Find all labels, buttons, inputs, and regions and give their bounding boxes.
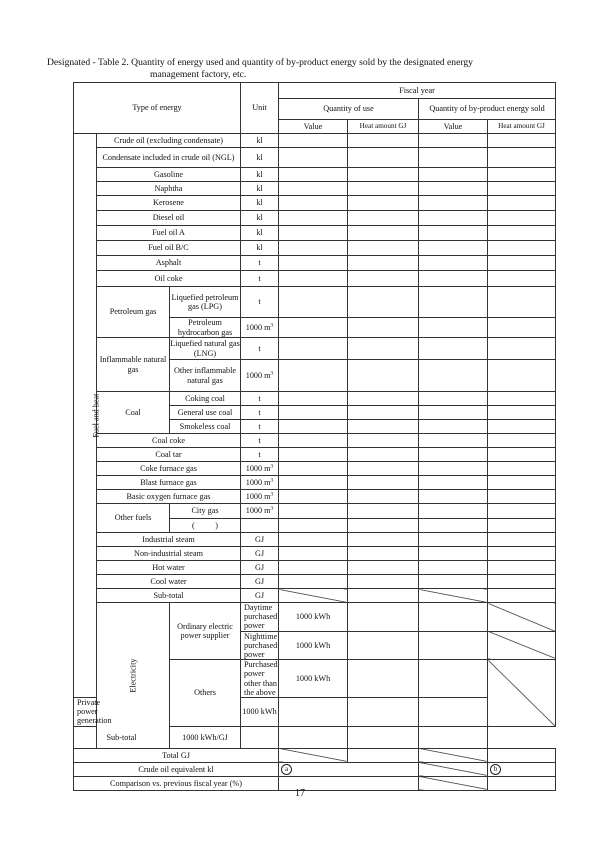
cell xyxy=(279,561,348,575)
cell xyxy=(419,134,488,148)
cell xyxy=(488,196,556,211)
row-daytime-unit: 1000 kWh xyxy=(279,603,348,632)
cell xyxy=(488,561,556,575)
cubic-superscript: 3 xyxy=(270,491,274,498)
row-diesel-label: Diesel oil xyxy=(97,211,241,226)
cell xyxy=(279,448,348,462)
cubic-superscript: 3 xyxy=(270,322,274,329)
cell xyxy=(488,448,556,462)
cell xyxy=(488,547,556,561)
cell xyxy=(419,168,488,182)
cell xyxy=(348,196,419,211)
row-nighttime-unit: 1000 kWh xyxy=(279,631,348,660)
cell xyxy=(279,134,348,148)
cubic-superscript: 3 xyxy=(270,477,274,484)
cell xyxy=(488,338,556,360)
group-inflammable-natural-gas: Inflammable natural gas xyxy=(97,338,170,392)
cell xyxy=(419,182,488,196)
row-general-coal-unit: t xyxy=(241,406,279,420)
cell xyxy=(488,211,556,226)
cell xyxy=(419,726,488,748)
cell xyxy=(348,134,419,148)
row-lng-unit: t xyxy=(241,338,279,360)
header-unit: Unit xyxy=(241,83,279,134)
cell xyxy=(348,434,419,448)
cell xyxy=(279,533,348,547)
cell xyxy=(488,241,556,256)
row-basic-oxygen-label: Basic oxygen furnace gas xyxy=(97,490,241,504)
cell xyxy=(419,462,488,476)
table-caption xyxy=(47,57,559,81)
row-subtotal-elec-unit: 1000 kWh/GJ xyxy=(170,726,241,748)
cell xyxy=(279,476,348,490)
cell xyxy=(419,196,488,211)
group-ordinary-electric: Ordinary electric power supplier xyxy=(170,603,241,660)
cell xyxy=(488,287,556,318)
row-lpg-label: Liquefied petroleum gas (LPG) xyxy=(170,287,241,318)
cell xyxy=(419,631,488,660)
cell xyxy=(488,589,556,603)
cell xyxy=(419,360,488,392)
row-hot-water-unit: GJ xyxy=(241,561,279,575)
cell xyxy=(241,726,279,748)
row-cool-water-label: Cool water xyxy=(97,575,241,589)
cell xyxy=(279,271,348,287)
cell xyxy=(348,392,419,406)
cell xyxy=(488,392,556,406)
diagonal-cell xyxy=(419,762,488,776)
row-coal-coke-unit: t xyxy=(241,434,279,448)
cell xyxy=(419,533,488,547)
row-private-power-unit: 1000 kWh xyxy=(241,698,279,727)
cell xyxy=(279,519,348,533)
cell xyxy=(419,148,488,168)
row-nonindustrial-steam-unit: GJ xyxy=(241,547,279,561)
cell xyxy=(419,698,488,727)
row-petro-hydro-unit-cell xyxy=(241,318,279,338)
cell xyxy=(419,575,488,589)
cell xyxy=(419,241,488,256)
row-other-infl-unit: 1000 m xyxy=(245,370,271,380)
cell xyxy=(348,698,419,727)
caption-line-1: Designated - Table 2. Quantity of energy used and quantity of by-product energy sold by the designated energy xyxy=(47,57,473,68)
row-hot-water-label: Hot water xyxy=(97,561,241,575)
row-naphtha-label: Naphtha xyxy=(97,182,241,196)
cell xyxy=(279,698,348,727)
row-other-infl-label: Other inflammable natural gas xyxy=(170,360,241,392)
cell xyxy=(488,476,556,490)
cell xyxy=(488,318,556,338)
cell xyxy=(279,406,348,420)
cell xyxy=(348,226,419,241)
row-crude-oil-label: Crude oil (excluding condensate) xyxy=(97,134,241,148)
cell xyxy=(348,631,419,660)
row-petro-hydro-label: Petroleum hydrocarbon gas xyxy=(170,318,241,338)
cell xyxy=(279,360,348,392)
cell xyxy=(419,504,488,519)
header-heat-use: Heat amount GJ xyxy=(348,120,419,134)
cell xyxy=(348,462,419,476)
cell xyxy=(488,420,556,434)
row-coal-tar-label: Coal tar xyxy=(97,448,241,462)
cell xyxy=(419,434,488,448)
cell xyxy=(279,241,348,256)
header-byproduct: Quantity of by-product energy sold xyxy=(419,99,556,120)
cell xyxy=(419,448,488,462)
row-industrial-steam-label: Industrial steam xyxy=(97,533,241,547)
cell xyxy=(348,338,419,360)
row-gasoline-unit: kl xyxy=(241,168,279,182)
electricity-label: Electricity xyxy=(128,658,138,693)
row-asphalt-label: Asphalt xyxy=(97,256,241,271)
cell xyxy=(488,182,556,196)
cell xyxy=(279,392,348,406)
row-industrial-steam-unit: GJ xyxy=(241,533,279,547)
cell xyxy=(348,168,419,182)
diagonal-cell xyxy=(279,589,348,603)
row-daytime-label: Daytime purchased power xyxy=(241,603,279,632)
row-coal-coke-label: Coal coke xyxy=(97,434,241,448)
energy-table xyxy=(73,82,556,791)
cubic-superscript: 3 xyxy=(270,463,274,470)
cell xyxy=(348,519,419,533)
cell xyxy=(279,318,348,338)
row-nonindustrial-steam-label: Non-industrial steam xyxy=(97,547,241,561)
cell xyxy=(488,168,556,182)
row-condensate-label: Condensate included in crude oil (NGL) xyxy=(97,148,241,168)
row-coal-tar-unit: t xyxy=(241,448,279,462)
row-coking-coal-label: Coking coal xyxy=(170,392,241,406)
header-type-of-energy: Type of energy xyxy=(74,83,241,134)
cell xyxy=(241,519,279,533)
diagonal-cell xyxy=(279,748,348,762)
cell xyxy=(348,547,419,561)
cell xyxy=(419,287,488,318)
group-fuel-and-heat xyxy=(74,134,101,698)
row-purchased-other-unit: 1000 kWh xyxy=(279,660,348,698)
cell xyxy=(279,420,348,434)
row-fuel-oil-a-unit: kl xyxy=(241,226,279,241)
crude-equiv-sold-cell xyxy=(488,762,556,776)
row-fuel-oil-bc-unit: kl xyxy=(241,241,279,256)
cell xyxy=(488,748,556,762)
cell xyxy=(348,490,419,504)
group-petroleum-gas: Petroleum gas xyxy=(97,287,170,338)
cell xyxy=(419,226,488,241)
row-basic-oxygen-unit-cell xyxy=(241,490,279,504)
cell xyxy=(488,148,556,168)
row-crude-equiv-label: Crude oil equivalent kl xyxy=(74,762,279,776)
cell xyxy=(279,462,348,476)
cell xyxy=(279,196,348,211)
row-city-gas-unit: 1000 m xyxy=(245,506,271,516)
cell xyxy=(488,256,556,271)
cell xyxy=(488,360,556,392)
cell xyxy=(488,134,556,148)
cell xyxy=(279,256,348,271)
group-others: Others xyxy=(170,660,241,726)
cell xyxy=(348,561,419,575)
group-coal: Coal xyxy=(97,392,170,434)
diagonal-cell xyxy=(419,748,488,762)
row-blast-furnace-unit: 1000 m xyxy=(245,477,271,487)
cell xyxy=(419,420,488,434)
row-city-gas-label: City gas xyxy=(170,504,241,519)
cell xyxy=(419,211,488,226)
cell xyxy=(488,271,556,287)
cell xyxy=(488,519,556,533)
cell xyxy=(488,434,556,448)
cell xyxy=(348,271,419,287)
fuel-and-heat-label: Fuel and heat xyxy=(91,393,101,438)
cell xyxy=(348,182,419,196)
row-blast-furnace-label: Blast furnace gas xyxy=(97,476,241,490)
row-subtotal-elec-label: Sub-total xyxy=(74,726,170,748)
cell xyxy=(488,226,556,241)
cell xyxy=(348,660,419,698)
cell xyxy=(419,318,488,338)
cubic-superscript: 3 xyxy=(270,505,274,512)
cell xyxy=(488,406,556,420)
cell xyxy=(419,519,488,533)
row-coke-furnace-unit: 1000 m xyxy=(245,463,271,473)
row-coke-furnace-label: Coke furnace gas xyxy=(97,462,241,476)
row-naphtha-unit: kl xyxy=(241,182,279,196)
row-fuel-oil-bc-label: Fuel oil B/C xyxy=(97,241,241,256)
cell xyxy=(279,490,348,504)
cell xyxy=(348,476,419,490)
row-subtotal-fuel-unit: GJ xyxy=(241,589,279,603)
circled-b-marker: b xyxy=(490,764,501,775)
cell xyxy=(419,547,488,561)
cell xyxy=(279,338,348,360)
cell xyxy=(348,448,419,462)
cell xyxy=(348,360,419,392)
row-smokeless-coal-unit: t xyxy=(241,420,279,434)
row-gasoline-label: Gasoline xyxy=(97,168,241,182)
group-other-fuels: Other fuels xyxy=(97,504,170,533)
row-other-infl-unit-cell xyxy=(241,360,279,392)
row-petro-hydro-unit: 1000 m xyxy=(245,322,271,332)
cell xyxy=(488,462,556,476)
cell xyxy=(419,392,488,406)
row-comparison-label: Comparison vs. previous fiscal year (%) xyxy=(74,776,279,790)
cell xyxy=(348,287,419,318)
row-kerosene-label: Kerosene xyxy=(97,196,241,211)
cell xyxy=(348,148,419,168)
cell xyxy=(419,603,488,632)
row-fuel-oil-a-label: Fuel oil A xyxy=(97,226,241,241)
row-subtotal-fuel-label: Sub-total xyxy=(97,589,241,603)
row-lpg-unit: t xyxy=(241,287,279,318)
crude-equiv-use-cell xyxy=(279,762,419,776)
cell xyxy=(279,168,348,182)
row-general-coal-label: General use coal xyxy=(170,406,241,420)
row-private-power-label: Private power generation xyxy=(74,698,97,727)
row-blast-furnace-unit-cell xyxy=(241,476,279,490)
cell xyxy=(419,476,488,490)
cell xyxy=(419,660,488,698)
row-oil-coke-label: Oil coke xyxy=(97,271,241,287)
cell xyxy=(419,490,488,504)
row-kerosene-unit: kl xyxy=(241,196,279,211)
row-total-gj-label: Total GJ xyxy=(74,748,279,762)
cell xyxy=(279,287,348,318)
row-asphalt-unit: t xyxy=(241,256,279,271)
cell xyxy=(488,490,556,504)
diagonal-cell xyxy=(488,660,556,726)
row-coke-furnace-unit-cell xyxy=(241,462,279,476)
header-quantity-of-use: Quantity of use xyxy=(279,99,419,120)
cell xyxy=(348,241,419,256)
header-value-use: Value xyxy=(279,120,348,134)
row-oil-coke-unit: t xyxy=(241,271,279,287)
header-heat-sold: Heat amount GJ xyxy=(488,120,556,134)
cell xyxy=(279,434,348,448)
cell xyxy=(348,603,419,632)
cell xyxy=(348,726,419,748)
cell xyxy=(279,226,348,241)
cell xyxy=(348,406,419,420)
cell xyxy=(419,256,488,271)
cell xyxy=(348,504,419,519)
row-cool-water-unit: GJ xyxy=(241,575,279,589)
cell xyxy=(419,271,488,287)
cubic-superscript: 3 xyxy=(270,370,274,377)
row-diesel-unit: kl xyxy=(241,211,279,226)
cell xyxy=(279,726,348,748)
cell xyxy=(348,256,419,271)
cell xyxy=(488,504,556,519)
row-basic-oxygen-unit: 1000 m xyxy=(245,491,271,501)
caption-line-2: management factory, etc. xyxy=(150,69,247,80)
cell xyxy=(488,533,556,547)
cell xyxy=(348,420,419,434)
cell xyxy=(419,406,488,420)
page-number: 17 xyxy=(295,788,305,799)
row-city-gas-unit-cell xyxy=(241,504,279,519)
circled-a-marker: a xyxy=(281,764,292,775)
cell xyxy=(279,547,348,561)
cell xyxy=(348,211,419,226)
cell xyxy=(348,748,419,762)
row-other-blank-label: ( ) xyxy=(170,519,241,533)
cell xyxy=(279,575,348,589)
cell xyxy=(348,575,419,589)
cell xyxy=(419,338,488,360)
cell xyxy=(348,589,419,603)
row-lng-label: Liquefied natural gas (LNG) xyxy=(170,339,240,358)
header-value-sold: Value xyxy=(419,120,488,134)
cell xyxy=(348,318,419,338)
cell xyxy=(419,561,488,575)
diagonal-cell xyxy=(488,603,556,632)
cell xyxy=(279,182,348,196)
cell xyxy=(279,504,348,519)
diagonal-cell xyxy=(488,631,556,660)
row-crude-oil-unit: kl xyxy=(241,134,279,148)
row-purchased-other-label: Purchased power other than the above xyxy=(241,660,279,698)
row-nighttime-label: Nighttime purchased power xyxy=(241,631,279,660)
row-condensate-unit: kl xyxy=(241,148,279,168)
cell xyxy=(488,575,556,589)
row-coking-coal-unit: t xyxy=(241,392,279,406)
cell xyxy=(348,533,419,547)
header-fiscal-year: Fiscal year xyxy=(279,83,556,99)
diagonal-cell xyxy=(419,589,488,603)
cell xyxy=(279,148,348,168)
cell xyxy=(279,211,348,226)
row-smokeless-coal-label: Smokeless coal xyxy=(170,420,241,434)
